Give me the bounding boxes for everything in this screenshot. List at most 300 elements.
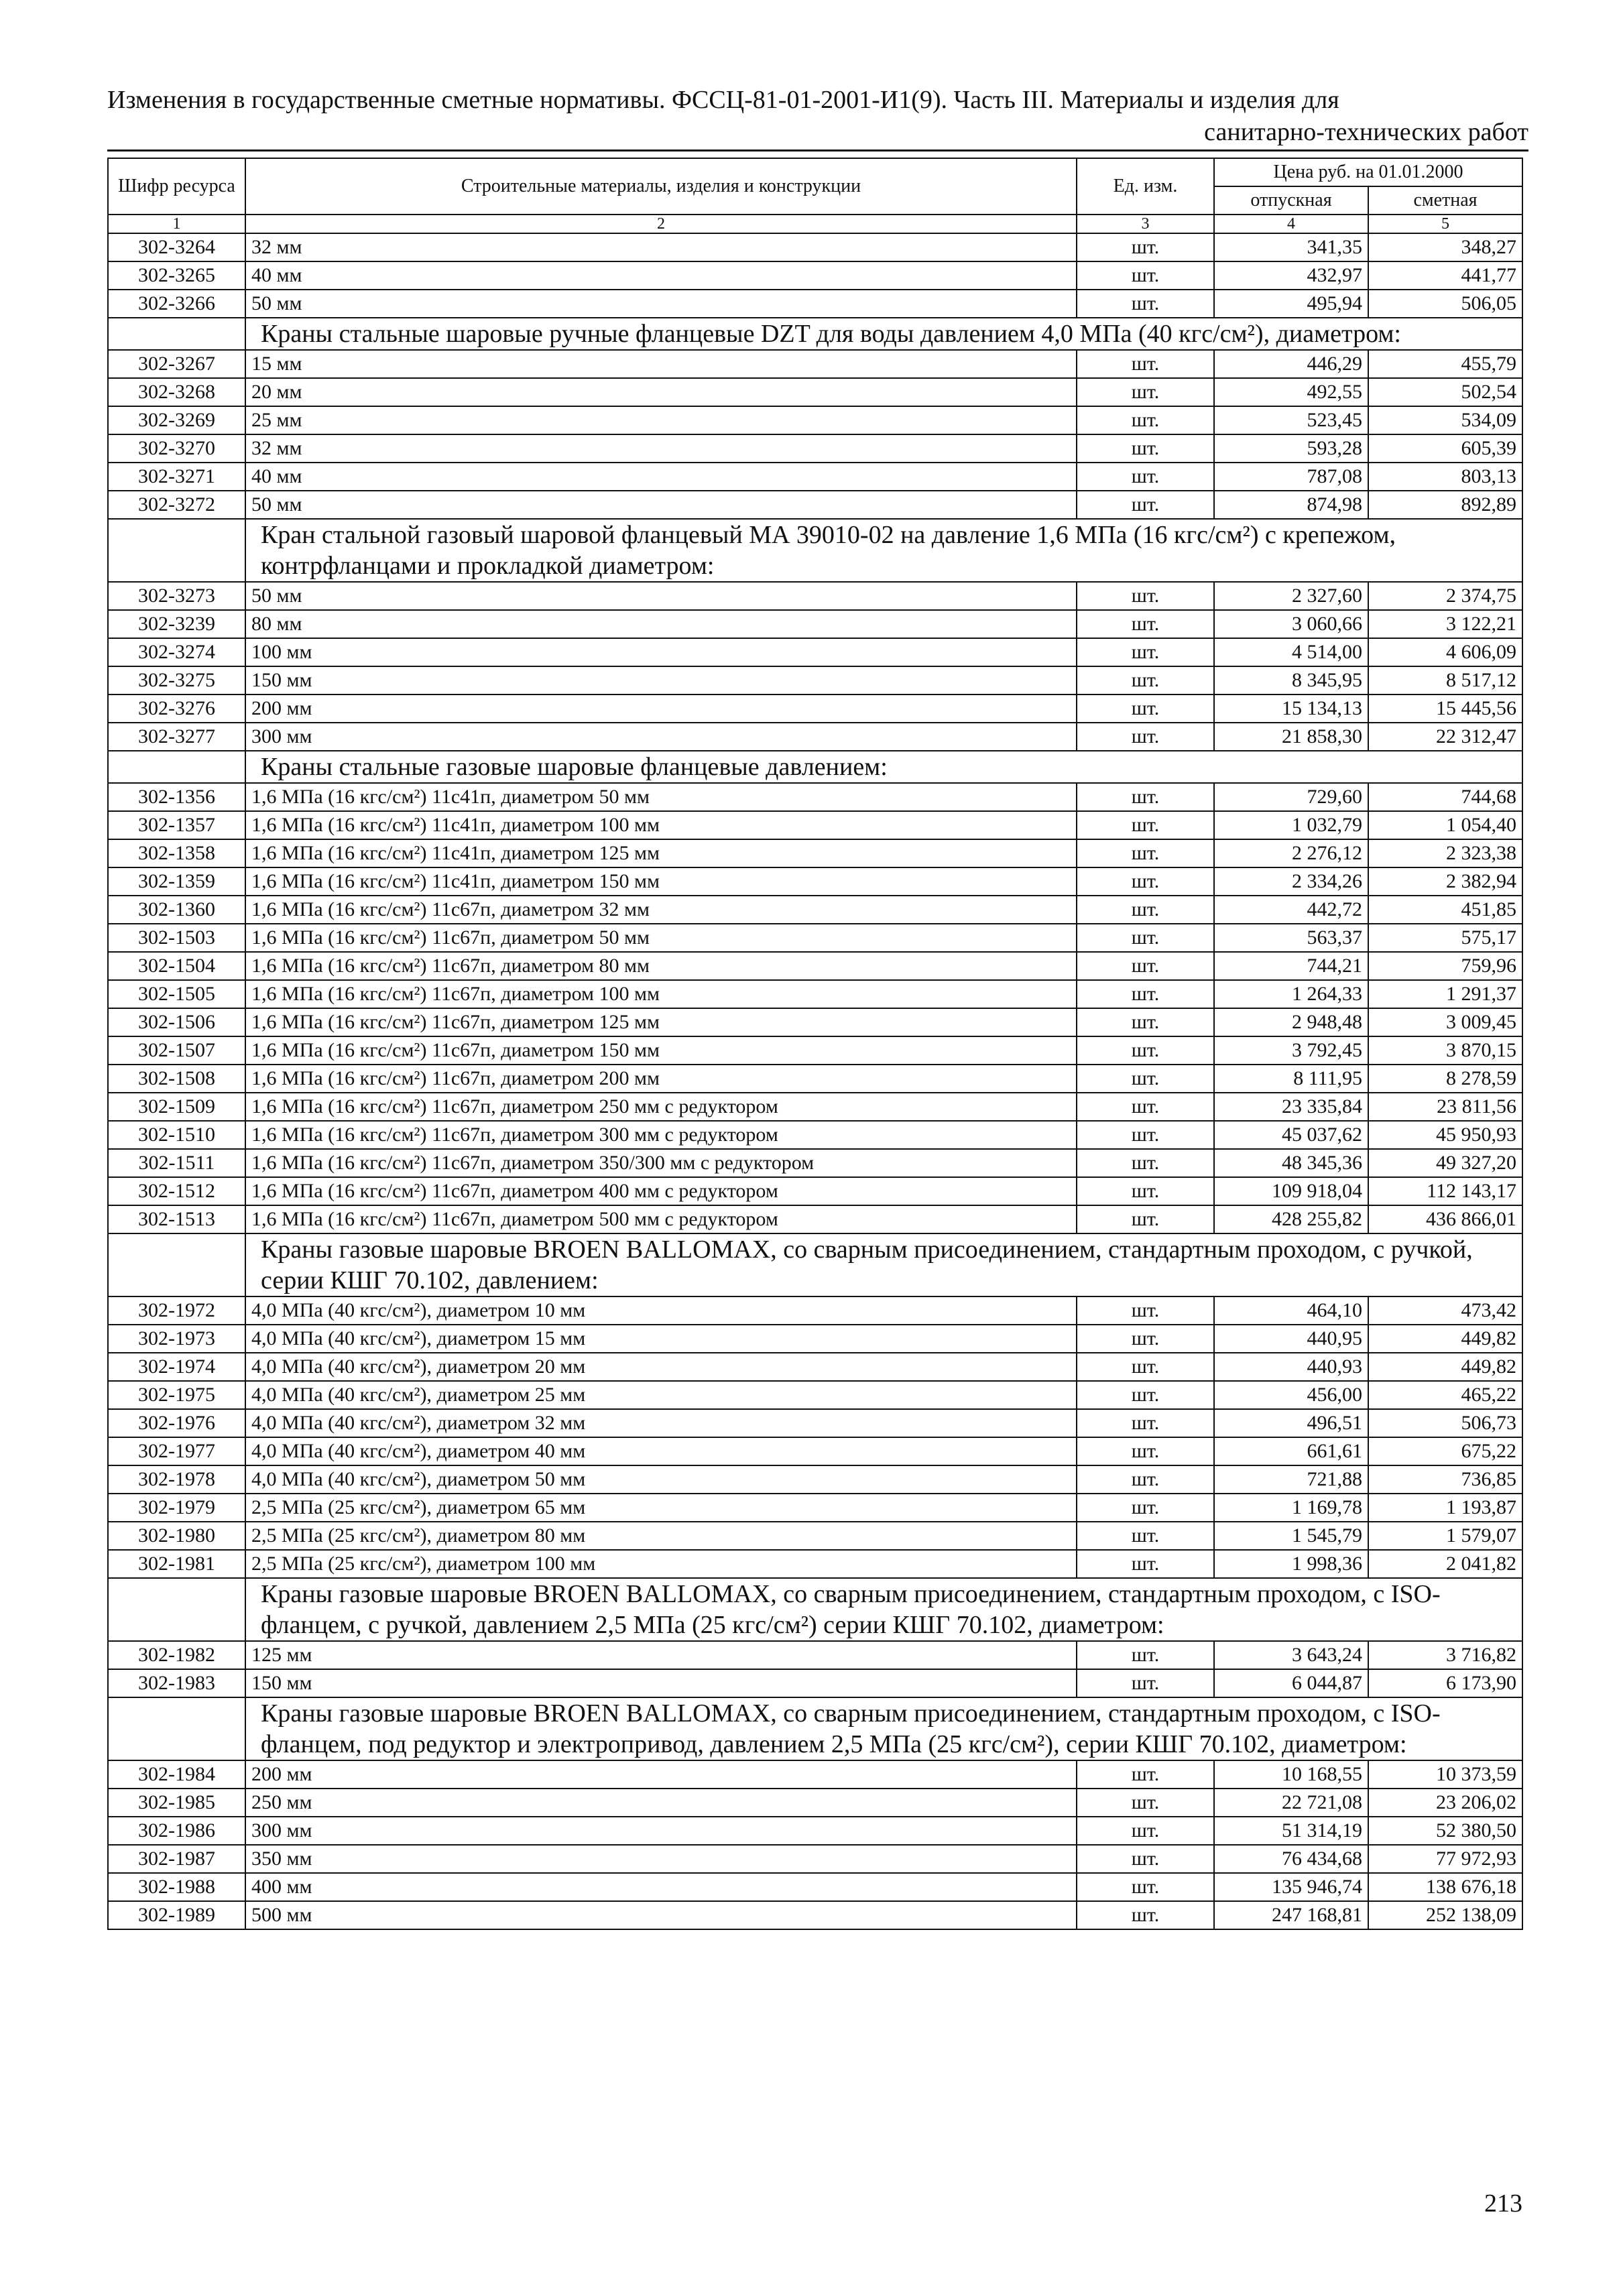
unit-cell: шт. <box>1077 1121 1214 1149</box>
name-cell: 150 мм <box>245 666 1077 694</box>
price-estimate-cell: 138 676,18 <box>1368 1873 1522 1901</box>
table-row <box>108 1065 1522 1093</box>
code-cell: 302-1358 <box>108 839 245 867</box>
unit-cell: шт. <box>1077 582 1214 610</box>
name-cell: 4,0 МПа (40 кгс/см²), диаметром 50 мм <box>245 1465 1077 1494</box>
unit-cell: шт. <box>1077 1873 1214 1901</box>
name-cell: 4,0 МПа (40 кгс/см²), диаметром 10 мм <box>245 1296 1077 1325</box>
price-release-cell: 6 044,87 <box>1214 1669 1368 1697</box>
table-row <box>108 1845 1522 1873</box>
code-cell: 302-1974 <box>108 1353 245 1381</box>
price-release-cell: 48 345,36 <box>1214 1149 1368 1177</box>
price-estimate-cell: 441,77 <box>1368 261 1522 290</box>
price-estimate-cell: 1 291,37 <box>1368 980 1522 1008</box>
header-line-2: санитарно-технических работ <box>1204 118 1528 146</box>
price-release-cell: 8 345,95 <box>1214 666 1368 694</box>
table-row <box>108 582 1522 610</box>
price-estimate-cell: 23 206,02 <box>1368 1789 1522 1817</box>
code-cell: 302-1975 <box>108 1381 245 1409</box>
price-release-cell: 456,00 <box>1214 1381 1368 1409</box>
price-release-cell: 661,61 <box>1214 1437 1368 1465</box>
code-cell: 302-1507 <box>108 1036 245 1065</box>
price-release-cell: 247 168,81 <box>1214 1901 1368 1929</box>
unit-cell: шт. <box>1077 1817 1214 1845</box>
name-cell: 350 мм <box>245 1845 1077 1873</box>
price-estimate-cell: 3 716,82 <box>1368 1641 1522 1669</box>
price-estimate-cell: 736,85 <box>1368 1465 1522 1494</box>
price-release-cell: 1 169,78 <box>1214 1494 1368 1522</box>
price-release-cell: 8 111,95 <box>1214 1065 1368 1093</box>
price-estimate-cell: 455,79 <box>1368 350 1522 378</box>
unit-cell: шт. <box>1077 610 1214 638</box>
name-cell: 2,5 МПа (25 кгс/см²), диаметром 100 мм <box>245 1550 1077 1578</box>
table-row <box>108 980 1522 1008</box>
table-row <box>108 839 1522 867</box>
price-release-cell: 76 434,68 <box>1214 1845 1368 1873</box>
name-cell: 300 мм <box>245 723 1077 751</box>
header-price-group: Цена руб. на 01.01.2000 <box>1214 158 1522 186</box>
price-release-cell: 1 545,79 <box>1214 1522 1368 1550</box>
price-table <box>107 158 1523 1930</box>
price-release-cell: 51 314,19 <box>1214 1817 1368 1845</box>
price-release-cell: 2 276,12 <box>1214 839 1368 867</box>
table-row <box>108 1494 1522 1522</box>
price-release-cell: 787,08 <box>1214 463 1368 491</box>
name-cell: 1,6 МПа (16 кгс/см²) 11с41п, диаметром 50 мм <box>245 783 1077 811</box>
unit-cell: шт. <box>1077 1177 1214 1205</box>
table-row <box>108 783 1522 811</box>
price-estimate-cell: 3 009,45 <box>1368 1008 1522 1036</box>
price-release-cell: 1 032,79 <box>1214 811 1368 839</box>
unit-cell: шт. <box>1077 1789 1214 1817</box>
name-cell: 40 мм <box>245 463 1077 491</box>
code-cell: 302-1504 <box>108 952 245 980</box>
unit-cell: шт. <box>1077 1149 1214 1177</box>
code-cell: 302-3271 <box>108 463 245 491</box>
price-estimate-cell: 8 517,12 <box>1368 666 1522 694</box>
unit-cell: шт. <box>1077 491 1214 519</box>
group-header-row <box>108 318 1522 350</box>
page-number: 213 <box>1484 2189 1522 2218</box>
table-row <box>108 350 1522 378</box>
name-cell: 500 мм <box>245 1901 1077 1929</box>
unit-cell: шт. <box>1077 638 1214 666</box>
table-row <box>108 1760 1522 1789</box>
unit-cell: шт. <box>1077 1325 1214 1353</box>
table-row <box>108 1817 1522 1845</box>
unit-cell: шт. <box>1077 952 1214 980</box>
code-cell: 302-1987 <box>108 1845 245 1873</box>
unit-cell: шт. <box>1077 980 1214 1008</box>
name-cell: 80 мм <box>245 610 1077 638</box>
table-row <box>108 290 1522 318</box>
price-estimate-cell: 465,22 <box>1368 1381 1522 1409</box>
name-cell: 200 мм <box>245 694 1077 723</box>
name-cell: 200 мм <box>245 1760 1077 1789</box>
price-release-cell: 2 948,48 <box>1214 1008 1368 1036</box>
code-cell: 302-1357 <box>108 811 245 839</box>
group-header-row <box>108 519 1522 582</box>
table-row <box>108 1873 1522 1901</box>
code-cell: 302-3239 <box>108 610 245 638</box>
column-number: 5 <box>1368 215 1522 233</box>
unit-cell: шт. <box>1077 463 1214 491</box>
table-row <box>108 1409 1522 1437</box>
group-code-cell <box>108 1233 245 1296</box>
column-number: 2 <box>245 215 1077 233</box>
unit-cell: шт. <box>1077 1522 1214 1550</box>
price-release-cell: 1 264,33 <box>1214 980 1368 1008</box>
name-cell: 1,6 МПа (16 кгс/см²) 11с67п, диаметром 250 мм с редуктором <box>245 1093 1077 1121</box>
code-cell: 302-1506 <box>108 1008 245 1036</box>
unit-cell: шт. <box>1077 1093 1214 1121</box>
code-cell: 302-3269 <box>108 406 245 434</box>
name-cell: 1,6 МПа (16 кгс/см²) 11с67п, диаметром 200 мм <box>245 1065 1077 1093</box>
price-release-cell: 492,55 <box>1214 378 1368 406</box>
price-release-cell: 593,28 <box>1214 434 1368 463</box>
name-cell: 250 мм <box>245 1789 1077 1817</box>
code-cell: 302-1509 <box>108 1093 245 1121</box>
table-row <box>108 463 1522 491</box>
header-price-release: отпускная <box>1214 186 1368 215</box>
unit-cell: шт. <box>1077 839 1214 867</box>
table-row <box>108 610 1522 638</box>
table-row <box>108 491 1522 519</box>
price-estimate-cell: 803,13 <box>1368 463 1522 491</box>
table-row <box>108 1008 1522 1036</box>
code-cell: 302-1978 <box>108 1465 245 1494</box>
column-number: 4 <box>1214 215 1368 233</box>
table-row <box>108 638 1522 666</box>
price-release-cell: 21 858,30 <box>1214 723 1368 751</box>
price-estimate-cell: 45 950,93 <box>1368 1121 1522 1149</box>
code-cell: 302-1979 <box>108 1494 245 1522</box>
price-release-cell: 4 514,00 <box>1214 638 1368 666</box>
unit-cell: шт. <box>1077 434 1214 463</box>
table-row <box>108 1121 1522 1149</box>
unit-cell: шт. <box>1077 1669 1214 1697</box>
code-cell: 302-3270 <box>108 434 245 463</box>
price-release-cell: 729,60 <box>1214 783 1368 811</box>
unit-cell: шт. <box>1077 1760 1214 1789</box>
code-cell: 302-1989 <box>108 1901 245 1929</box>
name-cell: 1,6 МПа (16 кгс/см²) 11с67п, диаметром 350/300 мм с редуктором <box>245 1149 1077 1177</box>
unit-cell: шт. <box>1077 378 1214 406</box>
unit-cell: шт. <box>1077 694 1214 723</box>
price-release-cell: 523,45 <box>1214 406 1368 434</box>
table-row <box>108 1789 1522 1817</box>
price-estimate-cell: 1 193,87 <box>1368 1494 1522 1522</box>
code-cell: 302-1512 <box>108 1177 245 1205</box>
name-cell: 1,6 МПа (16 кгс/см²) 11с67п, диаметром 400 мм с редуктором <box>245 1177 1077 1205</box>
unit-cell: шт. <box>1077 1381 1214 1409</box>
name-cell: 4,0 МПа (40 кгс/см²), диаметром 25 мм <box>245 1381 1077 1409</box>
price-estimate-cell: 22 312,47 <box>1368 723 1522 751</box>
group-header-row <box>108 1233 1522 1296</box>
price-estimate-cell: 3 870,15 <box>1368 1036 1522 1065</box>
code-cell: 302-1510 <box>108 1121 245 1149</box>
name-cell: 40 мм <box>245 261 1077 290</box>
table-row <box>108 1353 1522 1381</box>
price-estimate-cell: 52 380,50 <box>1368 1817 1522 1845</box>
group-code-cell <box>108 519 245 582</box>
price-release-cell: 874,98 <box>1214 491 1368 519</box>
price-estimate-cell: 473,42 <box>1368 1296 1522 1325</box>
code-cell: 302-1977 <box>108 1437 245 1465</box>
price-estimate-cell: 575,17 <box>1368 924 1522 952</box>
unit-cell: шт. <box>1077 1353 1214 1381</box>
price-estimate-cell: 252 138,09 <box>1368 1901 1522 1929</box>
group-code-cell <box>108 1578 245 1641</box>
unit-cell: шт. <box>1077 783 1214 811</box>
price-release-cell: 135 946,74 <box>1214 1873 1368 1901</box>
unit-cell: шт. <box>1077 1409 1214 1437</box>
code-cell: 302-3274 <box>108 638 245 666</box>
price-estimate-cell: 3 122,21 <box>1368 610 1522 638</box>
table-row <box>108 1296 1522 1325</box>
code-cell: 302-3265 <box>108 261 245 290</box>
unit-cell: шт. <box>1077 1494 1214 1522</box>
price-estimate-cell: 534,09 <box>1368 406 1522 434</box>
column-number: 1 <box>108 215 245 233</box>
price-release-cell: 3 792,45 <box>1214 1036 1368 1065</box>
price-release-cell: 23 335,84 <box>1214 1093 1368 1121</box>
table-row <box>108 1437 1522 1465</box>
name-cell: 400 мм <box>245 1873 1077 1901</box>
name-cell: 1,6 МПа (16 кгс/см²) 11с41п, диаметром 125 мм <box>245 839 1077 867</box>
unit-cell: шт. <box>1077 233 1214 261</box>
group-code-cell <box>108 1697 245 1760</box>
price-estimate-cell: 2 323,38 <box>1368 839 1522 867</box>
price-estimate-cell: 6 173,90 <box>1368 1669 1522 1697</box>
name-cell: 4,0 МПа (40 кгс/см²), диаметром 20 мм <box>245 1353 1077 1381</box>
price-estimate-cell: 112 143,17 <box>1368 1177 1522 1205</box>
price-estimate-cell: 1 579,07 <box>1368 1522 1522 1550</box>
price-release-cell: 464,10 <box>1214 1296 1368 1325</box>
name-cell: 4,0 МПа (40 кгс/см²), диаметром 40 мм <box>245 1437 1077 1465</box>
code-cell: 302-3275 <box>108 666 245 694</box>
header-price-estimate: сметная <box>1368 186 1522 215</box>
unit-cell: шт. <box>1077 723 1214 751</box>
page-header <box>107 84 1528 148</box>
group-code-cell <box>108 751 245 783</box>
table-row <box>108 1465 1522 1494</box>
price-estimate-cell: 77 972,93 <box>1368 1845 1522 1873</box>
unit-cell: шт. <box>1077 1641 1214 1669</box>
group-title: Краны газовые шаровые BROEN BALLOMAX, со сварным присоединением, стандартным проходом, с ручкой, серии КШГ 70.102, давлением: <box>245 1233 1522 1296</box>
group-header-row <box>108 751 1522 783</box>
code-cell: 302-3268 <box>108 378 245 406</box>
table-row <box>108 952 1522 980</box>
code-cell: 302-1982 <box>108 1641 245 1669</box>
header-rule <box>107 149 1528 152</box>
table-row <box>108 867 1522 896</box>
code-cell: 302-3276 <box>108 694 245 723</box>
unit-cell: шт. <box>1077 1036 1214 1065</box>
table-row <box>108 694 1522 723</box>
unit-cell: шт. <box>1077 1437 1214 1465</box>
group-code-cell <box>108 318 245 350</box>
price-release-cell: 496,51 <box>1214 1409 1368 1437</box>
name-cell: 2,5 МПа (25 кгс/см²), диаметром 80 мм <box>245 1522 1077 1550</box>
price-release-cell: 442,72 <box>1214 896 1368 924</box>
code-cell: 302-1976 <box>108 1409 245 1437</box>
unit-cell: шт. <box>1077 290 1214 318</box>
price-release-cell: 440,95 <box>1214 1325 1368 1353</box>
price-estimate-cell: 49 327,20 <box>1368 1149 1522 1177</box>
table-row <box>108 1325 1522 1353</box>
name-cell: 50 мм <box>245 582 1077 610</box>
price-release-cell: 721,88 <box>1214 1465 1368 1494</box>
header-code: Шифр ресурса <box>108 158 245 215</box>
price-estimate-cell: 10 373,59 <box>1368 1760 1522 1789</box>
price-estimate-cell: 449,82 <box>1368 1353 1522 1381</box>
code-cell: 302-1513 <box>108 1205 245 1233</box>
price-release-cell: 10 168,55 <box>1214 1760 1368 1789</box>
table-row <box>108 1901 1522 1929</box>
price-release-cell: 2 334,26 <box>1214 867 1368 896</box>
price-release-cell: 495,94 <box>1214 290 1368 318</box>
table-row <box>108 1149 1522 1177</box>
price-estimate-cell: 675,22 <box>1368 1437 1522 1465</box>
table-row <box>108 406 1522 434</box>
price-estimate-cell: 605,39 <box>1368 434 1522 463</box>
name-cell: 1,6 МПа (16 кгс/см²) 11с67п, диаметром 150 мм <box>245 1036 1077 1065</box>
unit-cell: шт. <box>1077 1205 1214 1233</box>
header-line-1: Изменения в государственные сметные нормативы. ФССЦ-81-01-2001-И1(9). Часть III. Материалы и изделия для <box>107 86 1339 114</box>
price-release-cell: 45 037,62 <box>1214 1121 1368 1149</box>
table-row <box>108 896 1522 924</box>
price-release-cell: 341,35 <box>1214 233 1368 261</box>
name-cell: 15 мм <box>245 350 1077 378</box>
price-estimate-cell: 2 374,75 <box>1368 582 1522 610</box>
price-release-cell: 1 998,36 <box>1214 1550 1368 1578</box>
price-estimate-cell: 451,85 <box>1368 896 1522 924</box>
name-cell: 1,6 МПа (16 кгс/см²) 11с67п, диаметром 50 мм <box>245 924 1077 952</box>
unit-cell: шт. <box>1077 261 1214 290</box>
price-release-cell: 109 918,04 <box>1214 1177 1368 1205</box>
header-unit: Ед. изм. <box>1077 158 1214 215</box>
code-cell: 302-1359 <box>108 867 245 896</box>
unit-cell: шт. <box>1077 1008 1214 1036</box>
code-cell: 302-3272 <box>108 491 245 519</box>
group-header-row <box>108 1578 1522 1641</box>
code-cell: 302-3267 <box>108 350 245 378</box>
table-row <box>108 1381 1522 1409</box>
table-row <box>108 1177 1522 1205</box>
price-estimate-cell: 4 606,09 <box>1368 638 1522 666</box>
name-cell: 4,0 МПа (40 кгс/см²), диаметром 32 мм <box>245 1409 1077 1437</box>
code-cell: 302-1505 <box>108 980 245 1008</box>
code-cell: 302-1985 <box>108 1789 245 1817</box>
code-cell: 302-1356 <box>108 783 245 811</box>
code-cell: 302-3273 <box>108 582 245 610</box>
group-title: Краны газовые шаровые BROEN BALLOMAX, со сварным присоединением, стандартным проходом, с ISO-фланцем, под редуктор и электропривод, давлением 2,5 МПа (25 кгс/см²), серии КШГ 70.102, диаметром: <box>245 1697 1522 1760</box>
price-release-cell: 2 327,60 <box>1214 582 1368 610</box>
code-cell: 302-1981 <box>108 1550 245 1578</box>
price-release-cell: 428 255,82 <box>1214 1205 1368 1233</box>
unit-cell: шт. <box>1077 811 1214 839</box>
price-estimate-cell: 892,89 <box>1368 491 1522 519</box>
unit-cell: шт. <box>1077 1550 1214 1578</box>
code-cell: 302-1973 <box>108 1325 245 1353</box>
price-estimate-cell: 759,96 <box>1368 952 1522 980</box>
code-cell: 302-1360 <box>108 896 245 924</box>
table-row <box>108 1669 1522 1697</box>
group-header-row <box>108 1697 1522 1760</box>
name-cell: 4,0 МПа (40 кгс/см²), диаметром 15 мм <box>245 1325 1077 1353</box>
price-release-cell: 22 721,08 <box>1214 1789 1368 1817</box>
group-title: Краны стальные газовые шаровые фланцевые давлением: <box>245 751 1522 783</box>
table-row <box>108 1205 1522 1233</box>
name-cell: 1,6 МПа (16 кгс/см²) 11с67п, диаметром 32 мм <box>245 896 1077 924</box>
table-row <box>108 1093 1522 1121</box>
unit-cell: шт. <box>1077 924 1214 952</box>
unit-cell: шт. <box>1077 1901 1214 1929</box>
table-row <box>108 261 1522 290</box>
group-title: Кран стальной газовый шаровой фланцевый МА 39010-02 на давление 1,6 МПа (16 кгс/см²) с крепежом, контрфланцами и прокладкой диаметром: <box>245 519 1522 582</box>
table-body <box>108 233 1522 1929</box>
price-estimate-cell: 1 054,40 <box>1368 811 1522 839</box>
name-cell: 32 мм <box>245 434 1077 463</box>
unit-cell: шт. <box>1077 1065 1214 1093</box>
table-row <box>108 378 1522 406</box>
price-estimate-cell: 436 866,01 <box>1368 1205 1522 1233</box>
column-number: 3 <box>1077 215 1214 233</box>
name-cell: 20 мм <box>245 378 1077 406</box>
code-cell: 302-3266 <box>108 290 245 318</box>
code-cell: 302-3264 <box>108 233 245 261</box>
price-estimate-cell: 23 811,56 <box>1368 1093 1522 1121</box>
price-release-cell: 744,21 <box>1214 952 1368 980</box>
code-cell: 302-3277 <box>108 723 245 751</box>
code-cell: 302-1988 <box>108 1873 245 1901</box>
price-estimate-cell: 506,73 <box>1368 1409 1522 1437</box>
name-cell: 50 мм <box>245 491 1077 519</box>
name-cell: 1,6 МПа (16 кгс/см²) 11с41п, диаметром 100 мм <box>245 811 1077 839</box>
name-cell: 2,5 МПа (25 кгс/см²), диаметром 65 мм <box>245 1494 1077 1522</box>
price-estimate-cell: 744,68 <box>1368 783 1522 811</box>
price-estimate-cell: 2 041,82 <box>1368 1550 1522 1578</box>
table-row <box>108 434 1522 463</box>
code-cell: 302-1986 <box>108 1817 245 1845</box>
code-cell: 302-1983 <box>108 1669 245 1697</box>
price-estimate-cell: 348,27 <box>1368 233 1522 261</box>
price-estimate-cell: 506,05 <box>1368 290 1522 318</box>
name-cell: 100 мм <box>245 638 1077 666</box>
code-cell: 302-1508 <box>108 1065 245 1093</box>
name-cell: 1,6 МПа (16 кгс/см²) 11с67п, диаметром 500 мм с редуктором <box>245 1205 1077 1233</box>
group-title: Краны стальные шаровые ручные фланцевые DZT для воды давлением 4,0 МПа (40 кгс/см²), диаметром: <box>245 318 1522 350</box>
code-cell: 302-1984 <box>108 1760 245 1789</box>
name-cell: 1,6 МПа (16 кгс/см²) 11с67п, диаметром 300 мм с редуктором <box>245 1121 1077 1149</box>
price-release-cell: 432,97 <box>1214 261 1368 290</box>
price-release-cell: 440,93 <box>1214 1353 1368 1381</box>
price-estimate-cell: 15 445,56 <box>1368 694 1522 723</box>
unit-cell: шт. <box>1077 896 1214 924</box>
table-row <box>108 233 1522 261</box>
table-row <box>108 723 1522 751</box>
column-numbers-row <box>108 215 1522 233</box>
price-release-cell: 15 134,13 <box>1214 694 1368 723</box>
table-row <box>108 1641 1522 1669</box>
group-title: Краны газовые шаровые BROEN BALLOMAX, со сварным присоединением, стандартным проходом, с ISO-фланцем, с ручкой, давлением 2,5 МПа (25 кгс/см²) серии КШГ 70.102, диаметром: <box>245 1578 1522 1641</box>
name-cell: 1,6 МПа (16 кгс/см²) 11с67п, диаметром 100 мм <box>245 980 1077 1008</box>
table-row <box>108 811 1522 839</box>
unit-cell: шт. <box>1077 867 1214 896</box>
price-release-cell: 3 643,24 <box>1214 1641 1368 1669</box>
name-cell: 125 мм <box>245 1641 1077 1669</box>
